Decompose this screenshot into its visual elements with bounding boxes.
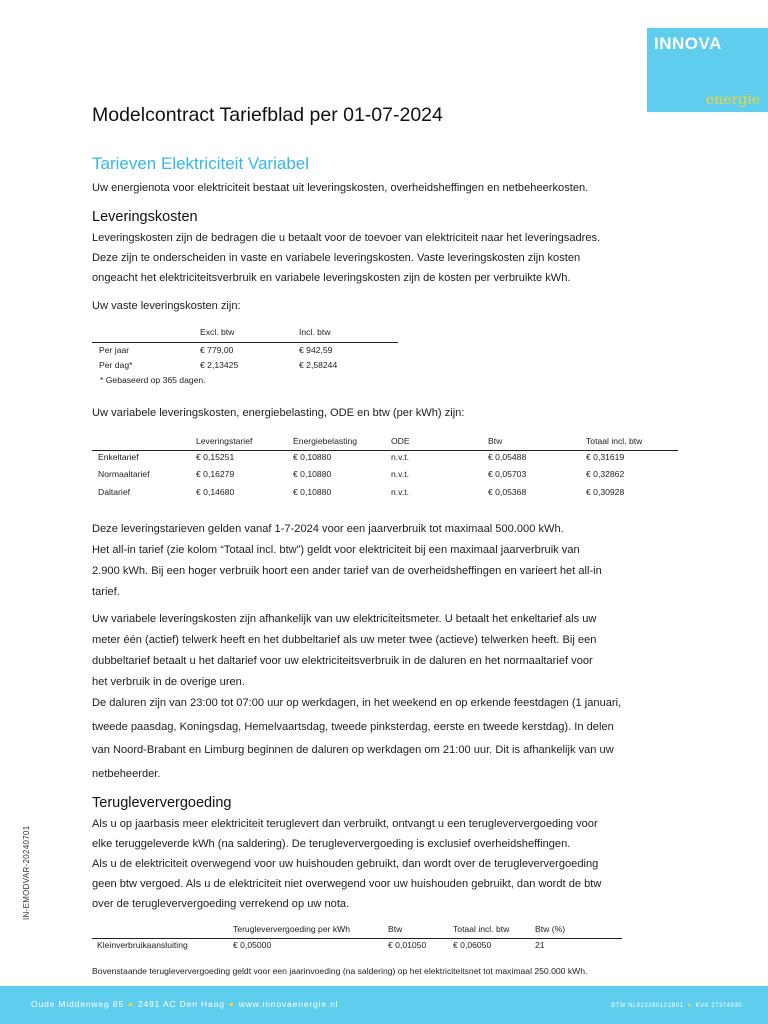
table-rule <box>92 342 398 343</box>
cell-excl: € 2,13425 <box>200 360 239 370</box>
paragraph-meter <box>92 609 692 693</box>
header-totaal: Totaal incl. btw <box>586 436 643 446</box>
text-line: tarief. <box>92 586 120 598</box>
header-btw-percent: Btw (%) <box>535 924 566 934</box>
text-line: 2.900 kWh. Bij een hoger verbruik hoort een ander tarief van de overheidsheffingen en varieert het all-in <box>92 565 602 577</box>
logo-brand: INNOVA <box>654 34 722 53</box>
section-title: Tarieven Elektriciteit Variabel <box>92 154 309 173</box>
table-cell: € 0,30928 <box>586 487 625 497</box>
fixed-cost-table <box>92 325 398 387</box>
header-totaal: Totaal incl. btw <box>453 924 510 934</box>
row-label: Per jaar <box>99 345 130 355</box>
table-cell: € 0,05488 <box>488 452 527 462</box>
header-vergoeding: Terugleververgoeding per kWh <box>233 924 351 934</box>
footer-address: Oude Middenweg 85 <box>31 999 124 1009</box>
footer-bar <box>0 986 768 1024</box>
cell-incl: € 942,59 <box>299 345 333 355</box>
text-line: De daluren zijn van 23:00 tot 07:00 uur op werkdagen, in het weekend en op erkende feestdagen (1 januari, <box>92 697 622 709</box>
header-energiebelasting: Energiebelasting <box>293 436 358 446</box>
terug-table <box>92 922 622 956</box>
header-excl: Excl. btw <box>200 327 235 337</box>
table-cell: € 0,05000 <box>233 940 272 950</box>
text-line: ongeacht het elektriciteitsverbruik en variabele leveringskosten zijn de kosten per verbruikte kWh. <box>92 272 571 284</box>
table-cell: n.v.t. <box>391 487 409 497</box>
document-code: IN-EMODVAR-20240701 <box>22 825 31 920</box>
table-cell: € 0,31619 <box>586 452 625 462</box>
innova-logo <box>647 28 768 112</box>
variable-intro: Uw variabele leveringskosten, energiebelasting, ODE en btw (per kWh) zijn: <box>92 407 465 419</box>
footer-contact <box>31 999 338 1009</box>
table-cell: € 0,16279 <box>196 469 235 479</box>
table-cell: € 0,06050 <box>453 940 492 950</box>
footer-website-link[interactable]: www.innovaenergie.nl <box>238 999 339 1009</box>
text-line: het verbruik in de overige uren. <box>92 676 245 688</box>
leveringskosten-text <box>92 228 692 288</box>
table-footnote: * Gebaseerd op 365 dagen. <box>100 375 206 385</box>
footer-registration <box>611 1003 742 1009</box>
table-cell: € 0,10880 <box>293 452 332 462</box>
bullet-icon: ● <box>687 1003 692 1009</box>
table-cell: € 0,15251 <box>196 452 235 462</box>
table-cell: € 0,05703 <box>488 469 527 479</box>
text-line: dubbeltarief betaalt u het daltarief voor uw elektriciteitsverbruik in de daluren en het normaaltarief voor <box>92 655 593 667</box>
table-cell: n.v.t. <box>391 452 409 462</box>
header-leveringstarief: Leveringstarief <box>196 436 253 446</box>
row-label: Normaaltarief <box>98 469 150 479</box>
text-line: tweede paasdag, Koningsdag, Hemelvaartsdag, tweede pinksterdag, eerste en tweede kerstdag). In delen <box>92 720 614 733</box>
terug-text <box>92 814 692 914</box>
table-cell: n.v.t. <box>391 469 409 479</box>
header-btw: Btw <box>488 436 503 446</box>
variable-cost-table <box>92 434 678 502</box>
bullet-icon: ● <box>228 999 235 1009</box>
text-line: netbeheerder. <box>92 767 161 780</box>
text-line: Deze zijn te onderscheiden in vaste en variabele leveringskosten. Vaste leveringskosten zijn kosten <box>92 252 581 264</box>
table-cell: € 0,32862 <box>586 469 625 479</box>
header-btw: Btw <box>388 924 403 934</box>
paragraph-tarieven <box>92 519 692 603</box>
header-ode: ODE <box>391 436 410 446</box>
row-label: Enkeltarief <box>98 452 139 462</box>
page-title: Modelcontract Tariefblad per 01-07-2024 <box>92 104 443 126</box>
bottom-note: Bovenstaande terugleververgoeding geldt voor een jaarinvoeding (na saldering) op het elektriciteitsnet tot maximaal 250.000 kWh. <box>92 966 588 976</box>
table-cell: € 0,10880 <box>293 487 332 497</box>
table-cell: € 0,10880 <box>293 469 332 479</box>
table-cell: 21 <box>535 940 545 950</box>
cell-excl: € 779,00 <box>200 345 234 355</box>
text-line: Deze leveringstarieven gelden vanaf 1-7-2024 voor een jaarverbruik tot maximaal 500.000 kWh. <box>92 523 564 535</box>
row-label: Per dag* <box>99 360 133 370</box>
paragraph-daluren <box>92 692 692 786</box>
row-label: Kleinverbruikaansluiting <box>97 940 188 950</box>
table-cell: € 0,14680 <box>196 487 235 497</box>
text-line: Als u op jaarbasis meer elektriciteit teruglevert dan verbruikt, ontvangt u een terugleververgoeding voor <box>92 818 598 830</box>
table-cell: € 0,05368 <box>488 487 527 497</box>
text-line: elke teruggeleverde kWh (na saldering). De terugleververgoeding is exclusief overheidsheffingen. <box>92 838 571 850</box>
logo-sub: energie <box>705 92 760 108</box>
bullet-icon: ● <box>127 999 134 1009</box>
intro-text: Uw energienota voor elektriciteit bestaat uit leveringskosten, overheidsheffingen en netbeheerkosten. <box>92 182 589 194</box>
row-label: Daltarief <box>98 487 130 497</box>
text-line: geen btw vergoed. Als u de elektriciteit niet overwegend voor uw huishouden gebruikt, dan wordt de btw <box>92 878 602 890</box>
header-incl: Incl. btw <box>299 327 331 337</box>
text-line: Leveringskosten zijn de bedragen die u betaalt voor de toevoer van elektriciteit naar het leveringsadres. <box>92 232 601 244</box>
text-line: Als u de elektriciteit overwegend voor uw huishouden gebruikt, dan wordt over de terugleververgoeding <box>92 858 599 870</box>
text-line: Uw variabele leveringskosten zijn afhankelijk van uw elektriciteitsmeter. U betaalt het enkeltarief als uw <box>92 613 597 625</box>
table-rule <box>92 938 622 939</box>
text-line: meter één (actief) telwerk heeft en het dubbeltarief als uw meter twee (actieve) telwerken heeft. Bij een <box>92 634 597 646</box>
text-line: over de terugleververgoeding verrekend op uw nota. <box>92 898 350 910</box>
cell-incl: € 2,58244 <box>299 360 338 370</box>
table-cell: € 0,01050 <box>388 940 427 950</box>
footer-city: 2491 AC Den Haag <box>137 999 225 1009</box>
footer-btw: BTW NL822180121B01 <box>611 1003 684 1009</box>
terug-heading: Terugleververgoeding <box>92 795 232 811</box>
table-rule <box>92 450 678 451</box>
text-line: van Noord-Brabant en Limburg beginnen de daluren op werkdagen om 21:00 uur. Dit is afhankelijk van uw <box>92 744 614 756</box>
footer-kvk: KVK 27374930 <box>695 1003 742 1009</box>
vaste-intro: Uw vaste leveringskosten zijn: <box>92 300 241 312</box>
text-line: Het all-in tarief (zie kolom “Totaal incl. btw”) geldt voor elektriciteit bij een maximaal jaarverbruik van <box>92 544 580 556</box>
leveringskosten-heading: Leveringskosten <box>92 209 198 225</box>
